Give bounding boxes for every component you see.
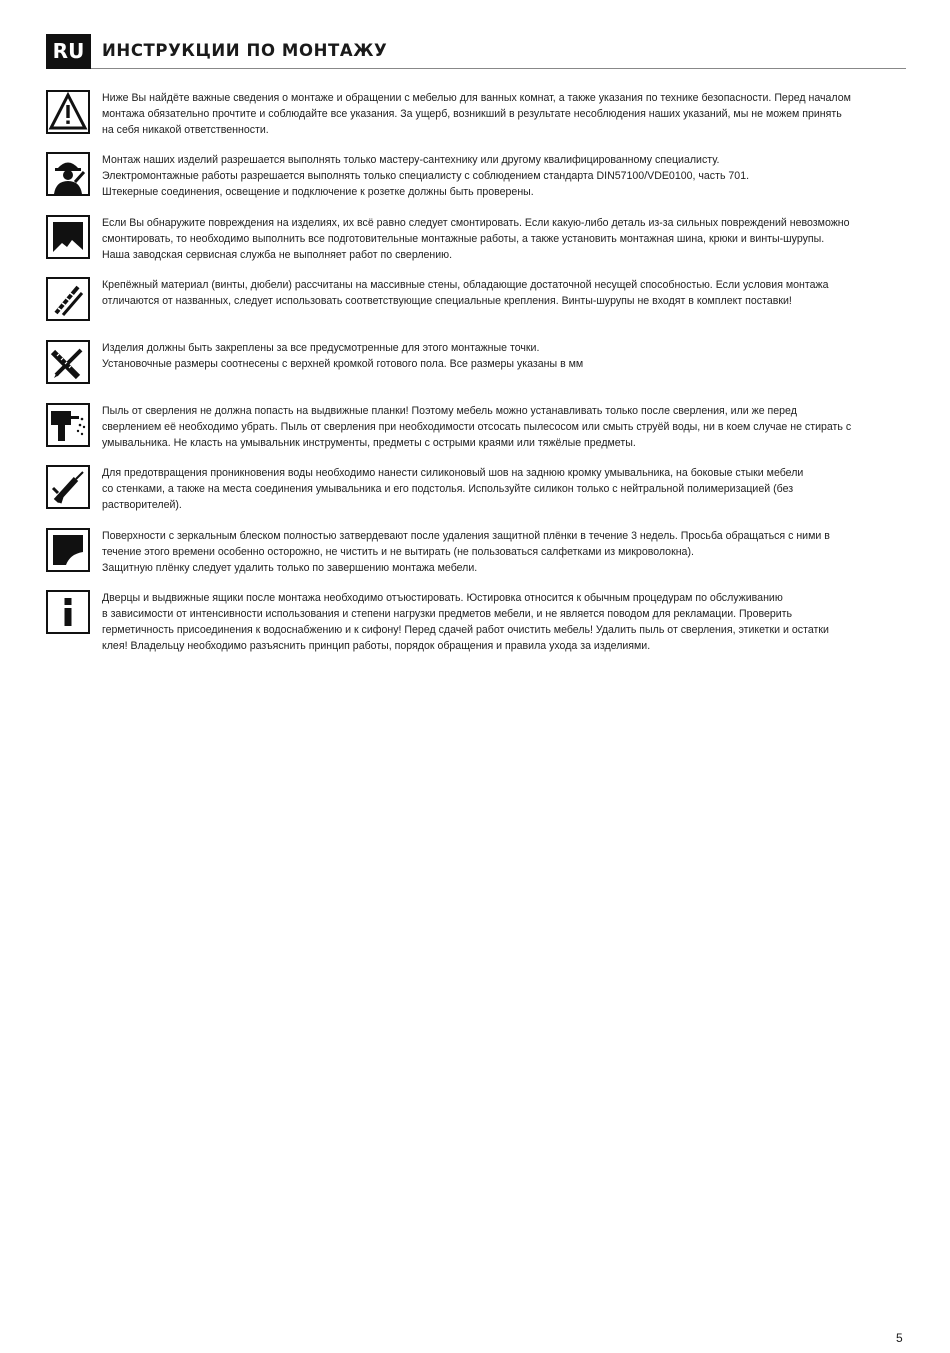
ruler-pencil-icon — [46, 340, 90, 384]
protective-film-icon — [46, 528, 90, 572]
page-title: ИНСТРУКЦИИ ПО МОНТАЖУ — [102, 41, 388, 60]
instruction-text: Поверхности с зеркальным блеском полностью затвердевают после удаления защитной плёнки в течение 3 недель. Просьба обращаться с ними в течение этого времени особенно осторожно, не чистить и не вытирать (не пользоваться салфетками из микроволокна). Защитную плёнку следует удалить только по завершению монтажа мебели. — [102, 530, 830, 574]
damaged-panel-icon — [46, 215, 90, 259]
instruction-text: Монтаж наших изделий разрешается выполнять только мастеру-сантехнику или другому квалифицированному специалисту. Электромонтажные работы разрешается выполнять только специалисту с соблюдением стандарта DIN57100/VDE0100, часть 701. Штекерные соединения, освещение и подключение к розетке должны быть проверены. — [102, 154, 750, 198]
instruction-text: Пыль от сверления не должна попасть на выдвижные планки! Поэтому мебель можно устанавливать только после сверления, или же перед сверлением её необходимо убрать. Пыль от сверления при необходимости отсосать пылесосом или смыть струёй воды, ни в коем случае не стирать с умывальника. Не класть на умывальник инструменты, предметы с острыми краями или тяжёлые предметы. — [102, 405, 852, 449]
page-header — [46, 34, 906, 70]
instruction-text: Для предотвращения проникновения воды необходимо нанести силиконовый шов на заднюю кромку умывальника, на боковые стыки мебели со стенками, а также на места соединения умывальника и его подстолья. Используйте силикон только с нейтральной полимеризацией (без растворителей). — [102, 467, 804, 511]
instruction-text: Если Вы обнаружите повреждения на изделиях, их всё равно следует смонтировать. Если какую-либо деталь из-за сильных повреждений невозможно смонтировать, то необходимо выполнить все подготовительные монтажные работы, а также установить монтажная шина, крюки и винты-шурупы. Наша заводская сервисная служба не выполняет работ по сверлению. — [102, 217, 850, 261]
worker-icon — [46, 152, 90, 196]
header-divider — [91, 68, 906, 69]
warning-triangle-icon — [46, 90, 90, 134]
instruction-text: Изделия должны быть закреплены за все предусмотренные для этого монтажные точки. Установочные размеры соотнесены с верхней кромкой готового пола. Все размеры указаны в мм — [102, 342, 584, 370]
instruction-text: Дверцы и выдвижные ящики после монтажа необходимо отъюстировать. Юстировка относится к обычным процедурам по обслуживанию в зависимости от интенсивности использования и степени нагрузки предметов мебели, и не является поводом для рекламации. Проверить герметичность присоединения к водоснабжению и к сифону! Перед сдачей работ очистить мебель! Удалить пыль от сверления, этикетки и остатки клея! Владельцу необходимо разъяснить принцип работы, порядок обращения и правила ухода за изделиями. — [102, 592, 829, 652]
instruction-text: Ниже Вы найдёте важные сведения о монтаже и обращении с мебелью для ванных комнат, а также указания по технике безопасности. Перед началом монтажа обязательно прочтите и соблюдайте все указания. За ущерб, возникший в результате несоблюдения наших указаний, мы не можем принять на себя никакой ответственности. — [102, 92, 851, 136]
page-number: 5 — [896, 1331, 903, 1345]
instruction-text: Крепёжный материал (винты, дюбели) рассчитаны на массивные стены, обладающие достаточной несущей способностью. Если условия монтажа отличаются от названных, следует использовать соответствующие специальные крепления. Винты-шурупы не входят в комплект поставки! — [102, 279, 829, 307]
drill-dust-icon — [46, 403, 90, 447]
silicone-gun-icon — [46, 465, 90, 509]
info-icon — [46, 590, 90, 634]
screws-dowels-icon — [46, 277, 90, 321]
language-badge: RU — [46, 34, 91, 69]
